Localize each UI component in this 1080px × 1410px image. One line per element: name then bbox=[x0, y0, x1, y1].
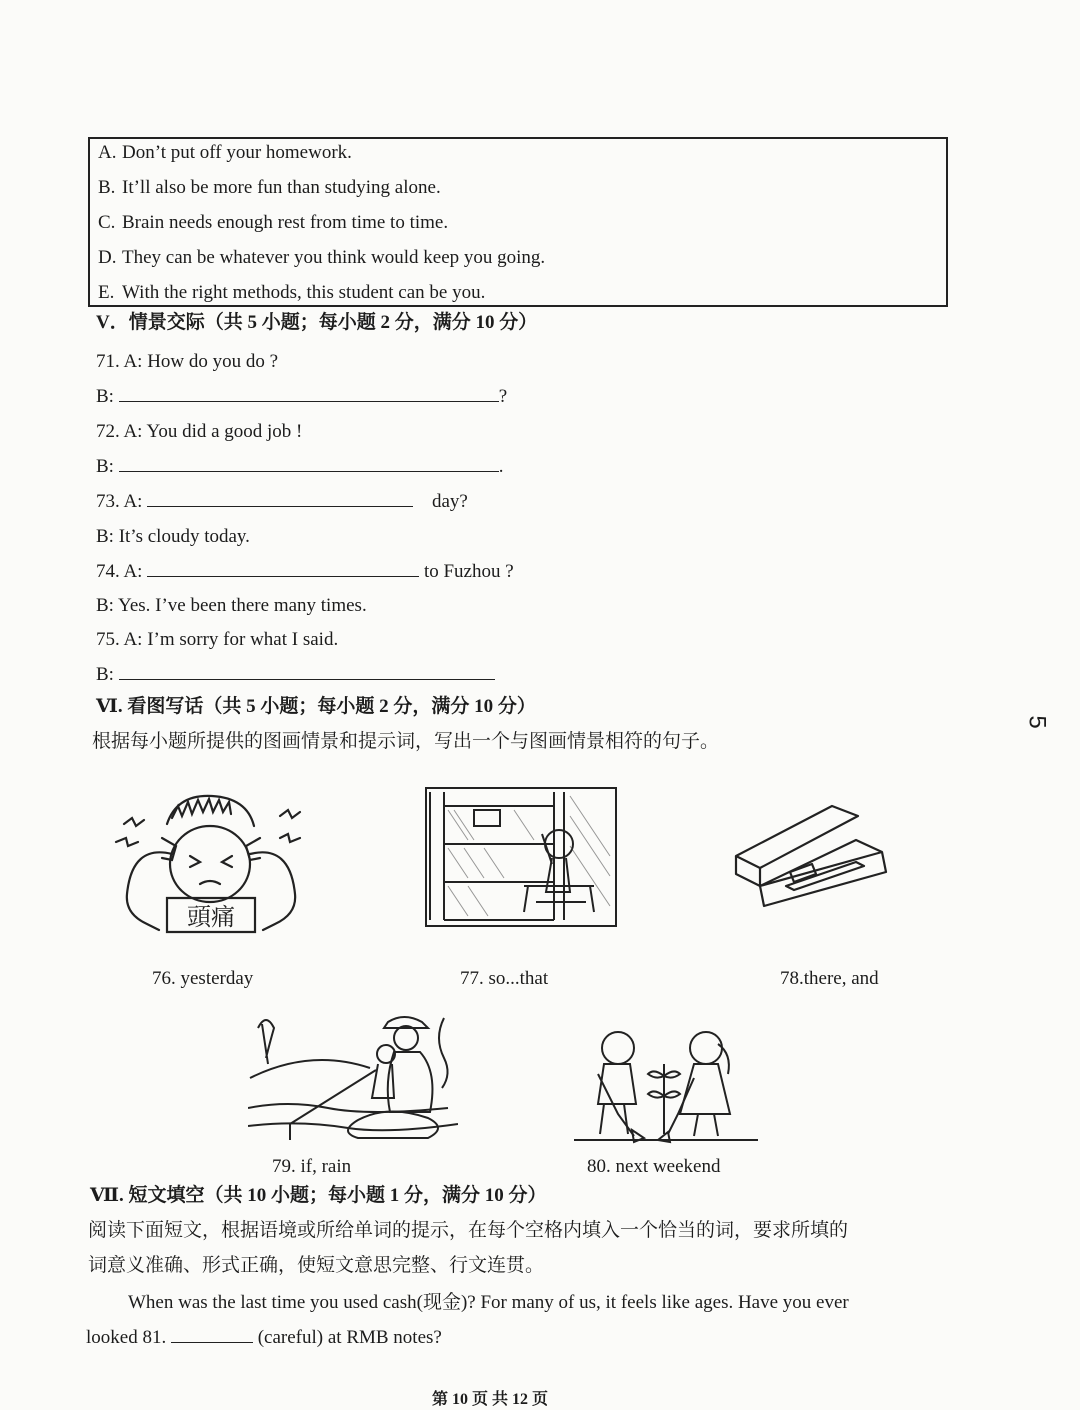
headache-sign: 頭痛 bbox=[187, 903, 235, 931]
q72-question: 72. A: You did a good job ! bbox=[96, 421, 303, 442]
planting-trees-image bbox=[574, 1024, 758, 1148]
q71-blank[interactable] bbox=[119, 385, 499, 402]
q71-question: 71. A: How do you do ? bbox=[96, 351, 279, 372]
blank-81[interactable] bbox=[171, 1326, 253, 1343]
q74-question-line: 74. A: to Fuzhou ? bbox=[96, 561, 514, 582]
option-a: A. Don’t put off your homework. bbox=[98, 142, 352, 163]
caption-77: 77. so...that bbox=[460, 968, 549, 989]
section6-heading: Ⅵ. 看图写话（共 5 小题；每小题 2 分，满分 10 分） bbox=[96, 696, 536, 717]
section7-instruction-2: 词意义准确、形式正确，使短文意思完整、行文连贯。 bbox=[88, 1255, 545, 1276]
q75-blank[interactable] bbox=[119, 663, 495, 680]
q73-question-line: 73. A: day? bbox=[96, 491, 468, 512]
section6-instruction: 根据每小题所提供的图画情景和提示词，写出一个与图画情景相符的句子。 bbox=[92, 731, 720, 752]
section7-heading: Ⅶ. 短文填空（共 10 小题；每小题 1 分，满分 10 分） bbox=[90, 1185, 547, 1206]
options-box bbox=[88, 137, 948, 307]
child-bookshelf-image bbox=[424, 786, 618, 928]
caption-78: 78.there, and bbox=[780, 968, 879, 989]
pencil-box-image bbox=[730, 800, 890, 910]
passage-line-2: looked 81. (careful) at RMB notes? bbox=[86, 1327, 442, 1348]
option-c: C. Brain needs enough rest from time to time. bbox=[98, 212, 449, 233]
q71-answer-line: B: ? bbox=[96, 386, 508, 407]
caption-79: 79. if, rain bbox=[272, 1156, 352, 1177]
q72-blank[interactable] bbox=[119, 455, 499, 472]
option-d: D. They can be whatever you think would keep you going. bbox=[98, 247, 546, 268]
q74-blank[interactable] bbox=[147, 560, 419, 577]
passage-line-1: When was the last time you used cash(现金)? For many of us, it feels like ages. Have you ever bbox=[128, 1292, 849, 1313]
margin-number: 5 bbox=[1023, 715, 1051, 729]
caption-80: 80. next weekend bbox=[587, 1156, 721, 1177]
section5-heading: V．情景交际（共 5 小题；每小题 2 分，满分 10 分） bbox=[96, 312, 538, 333]
headache-boy-image bbox=[112, 794, 302, 934]
section7-instruction-1: 阅读下面短文，根据语境或所给单词的提示，在每个空格内填入一个恰当的词，要求所填的 bbox=[88, 1220, 849, 1241]
q73-blank[interactable] bbox=[147, 490, 413, 507]
q73-answer: B: It’s cloudy today. bbox=[96, 526, 250, 547]
q75-answer-line: B: bbox=[96, 663, 495, 687]
fishing-image bbox=[248, 1008, 458, 1148]
option-e: E. With the right methods, this student can be you. bbox=[98, 282, 486, 303]
caption-76: 76. yesterday bbox=[152, 968, 254, 989]
q72-answer-line: B: . bbox=[96, 456, 504, 477]
q75-question: 75. A: I’m sorry for what I said. bbox=[96, 629, 339, 650]
page-number: 第 10 页 共 12 页 bbox=[432, 1391, 549, 1408]
q74-answer: B: Yes. I’ve been there many times. bbox=[96, 595, 367, 616]
option-b: B. It’ll also be more fun than studying alone. bbox=[98, 177, 441, 198]
